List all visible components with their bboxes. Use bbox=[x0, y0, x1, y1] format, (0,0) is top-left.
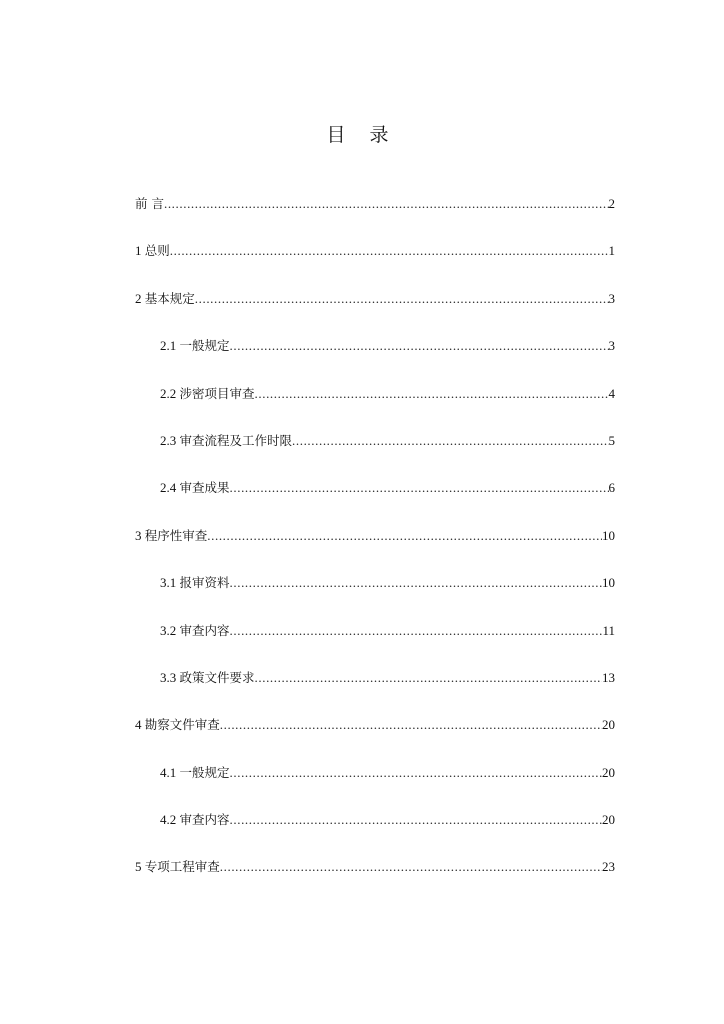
toc-entry-page: 6 bbox=[608, 480, 615, 496]
toc-entry[interactable] bbox=[135, 853, 615, 900]
toc-entry-title: 一般规定 bbox=[179, 764, 230, 780]
toc-entry-number: 2.1 bbox=[160, 338, 180, 354]
toc-leader-dots bbox=[255, 380, 609, 407]
toc-entry-page: 3 bbox=[608, 338, 615, 354]
toc-entry-page: 11 bbox=[602, 622, 615, 638]
toc-entry-title: 勘察文件审查 bbox=[144, 717, 220, 733]
toc-entry-page: 1 bbox=[608, 243, 615, 259]
toc-leader-dots bbox=[230, 617, 603, 644]
toc-leader-dots bbox=[230, 569, 602, 596]
toc-subentry[interactable] bbox=[135, 664, 615, 711]
toc-entry-title: 前 言 bbox=[135, 196, 164, 211]
toc-entry-title: 报审资料 bbox=[179, 575, 230, 591]
toc-entry-number: 2.4 bbox=[160, 480, 180, 496]
toc-entry-number: 1 bbox=[135, 243, 145, 259]
toc-entry-number: 4 bbox=[135, 717, 145, 733]
toc-entry-number: 2.3 bbox=[160, 432, 180, 448]
toc-entry-page: 10 bbox=[602, 575, 615, 591]
toc-leader-dots bbox=[292, 427, 608, 454]
toc-entry-title: 总则 bbox=[144, 243, 170, 259]
toc-entry[interactable] bbox=[135, 237, 615, 284]
toc-entry-title: 一般规定 bbox=[179, 338, 230, 354]
toc-leader-dots bbox=[170, 237, 609, 264]
table-of-contents bbox=[135, 190, 615, 901]
toc-entry-title: 基本规定 bbox=[144, 290, 195, 306]
toc-entry-page: 3 bbox=[608, 290, 615, 306]
toc-leader-dots bbox=[230, 332, 609, 359]
toc-subentry[interactable] bbox=[135, 569, 615, 616]
toc-entry-number: 4.1 bbox=[160, 764, 180, 780]
toc-entry-title: 程序性审查 bbox=[144, 527, 208, 543]
toc-entry-number: 3 bbox=[135, 527, 145, 543]
toc-entry-page: 20 bbox=[602, 717, 615, 733]
toc-leader-dots bbox=[207, 522, 602, 549]
toc-leader-dots bbox=[230, 474, 609, 501]
toc-entry-page: 23 bbox=[602, 859, 615, 875]
toc-entry[interactable] bbox=[135, 285, 615, 332]
toc-entry[interactable] bbox=[135, 711, 615, 758]
toc-entry-number: 3.2 bbox=[160, 622, 180, 638]
toc-entry-title: 审查流程及工作时限 bbox=[179, 432, 293, 448]
toc-entry-page: 2 bbox=[608, 196, 615, 211]
toc-entry-title: 涉密项目审查 bbox=[179, 385, 255, 401]
toc-entry-number: 5 bbox=[135, 859, 145, 875]
toc-leader-dots bbox=[255, 664, 602, 691]
toc-entry-page: 13 bbox=[602, 669, 615, 685]
toc-entry-page: 4 bbox=[608, 385, 615, 401]
toc-entry-title: 审查内容 bbox=[179, 622, 230, 638]
page-title: 目 录 bbox=[326, 124, 398, 146]
toc-entry-page: 5 bbox=[608, 432, 615, 448]
toc-leader-dots bbox=[220, 853, 602, 880]
toc-subentry[interactable] bbox=[135, 474, 615, 521]
toc-leader-dots bbox=[230, 759, 602, 786]
toc-entry-number: 3.1 bbox=[160, 575, 180, 591]
toc-entry-page: 20 bbox=[602, 764, 615, 780]
toc-entry-number: 2 bbox=[135, 290, 145, 306]
toc-subentry[interactable] bbox=[135, 427, 615, 474]
toc-leader-dots bbox=[230, 806, 602, 833]
toc-entry-title: 审查成果 bbox=[179, 480, 230, 496]
toc-subentry[interactable] bbox=[135, 617, 615, 664]
toc-entry-title: 政策文件要求 bbox=[179, 669, 255, 685]
toc-leader-dots bbox=[195, 285, 609, 312]
toc-subentry[interactable] bbox=[135, 759, 615, 806]
toc-entry[interactable] bbox=[135, 522, 615, 569]
toc-entry-page: 20 bbox=[602, 812, 615, 828]
toc-entry-number: 3.3 bbox=[160, 669, 180, 685]
toc-leader-dots bbox=[220, 711, 602, 738]
toc-subentry[interactable] bbox=[135, 806, 615, 853]
toc-entry-number: 2.2 bbox=[160, 385, 180, 401]
toc-entry-number: 4.2 bbox=[160, 812, 180, 828]
toc-subentry[interactable] bbox=[135, 380, 615, 427]
toc-entry[interactable] bbox=[135, 190, 615, 237]
toc-subentry[interactable] bbox=[135, 332, 615, 379]
toc-entry-title: 审查内容 bbox=[179, 812, 230, 828]
toc-leader-dots bbox=[164, 190, 609, 217]
toc-entry-page: 10 bbox=[602, 527, 615, 543]
toc-entry-title: 专项工程审查 bbox=[144, 859, 220, 875]
